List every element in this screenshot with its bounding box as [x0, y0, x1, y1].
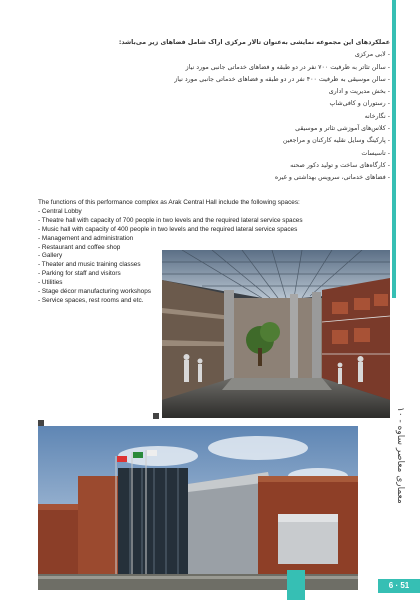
- persian-line: عملکردهای این مجموعه نمایشی به‌عنوان تالار مرکزی اراک شامل فضاهای زیر می‌باشد:: [118, 39, 390, 46]
- persian-line: - تاسیسات: [361, 149, 390, 157]
- persian-text-block: [60, 37, 390, 185]
- english-line: - Utilities: [38, 279, 63, 287]
- persian-line: - کارگاه‌های ساخت و تولید دکور صحنه: [290, 161, 390, 169]
- image-marker: [153, 413, 159, 419]
- persian-line: - پارکینگ وسایل نقلیه کارکنان و مراجعین: [282, 137, 390, 145]
- english-line: - Theater and music training classes: [38, 261, 141, 269]
- side-running-title: معماری معاصر ساوه - ۱۰: [395, 406, 405, 504]
- persian-line: - رستوران و کافی‌شاپ: [329, 100, 390, 108]
- persian-line: - لابی مرکزی: [354, 51, 390, 59]
- accent-bar-bottom: [287, 570, 305, 600]
- persian-line: - بخش مدیریت و اداری: [328, 88, 390, 96]
- persian-line: - کلاس‌های آموزشی تئاتر و موسیقی: [295, 125, 390, 133]
- english-line: The functions of this performance complex as Arak Central Hall include the following spaces:: [38, 199, 300, 206]
- page-number: 6 · 51: [378, 579, 420, 593]
- exterior-building-image: [38, 426, 358, 590]
- english-line: - Stage décor manufacturing workshops: [38, 288, 151, 296]
- english-line: - Theatre hall with capacity of 700 people in two levels and the required lateral service spaces: [38, 216, 303, 224]
- persian-line: - نگارخانه: [364, 112, 390, 120]
- persian-line: - سالن موسیقی به ظرفیت ۴۰۰ نفر در دو طبقه و فضاهای خدماتی جانبی مورد نیاز: [174, 75, 390, 83]
- english-line: - Restaurant and coffee shop: [38, 243, 121, 251]
- english-line: - Gallery: [38, 252, 63, 260]
- english-line: - Central Lobby: [38, 207, 82, 215]
- persian-line: - فضاهای خدماتی، سرویس بهداشتی و غیره: [274, 174, 390, 182]
- english-line: - Service spaces, rest rooms and etc.: [38, 296, 144, 304]
- interior-atrium-image: [162, 250, 390, 418]
- persian-line: - سالن تئاتر به ظرفیت ۷۰۰ نفر در دو طبقه و فضاهای خدماتی جانبی مورد نیاز: [185, 63, 390, 71]
- english-line: - Parking for staff and visitors: [38, 270, 121, 278]
- accent-bar-top: [392, 0, 396, 298]
- english-line: - Music hall with capacity of 400 people in two levels and the required lateral service spaces: [38, 225, 298, 233]
- english-line: - Management and administration: [38, 234, 134, 242]
